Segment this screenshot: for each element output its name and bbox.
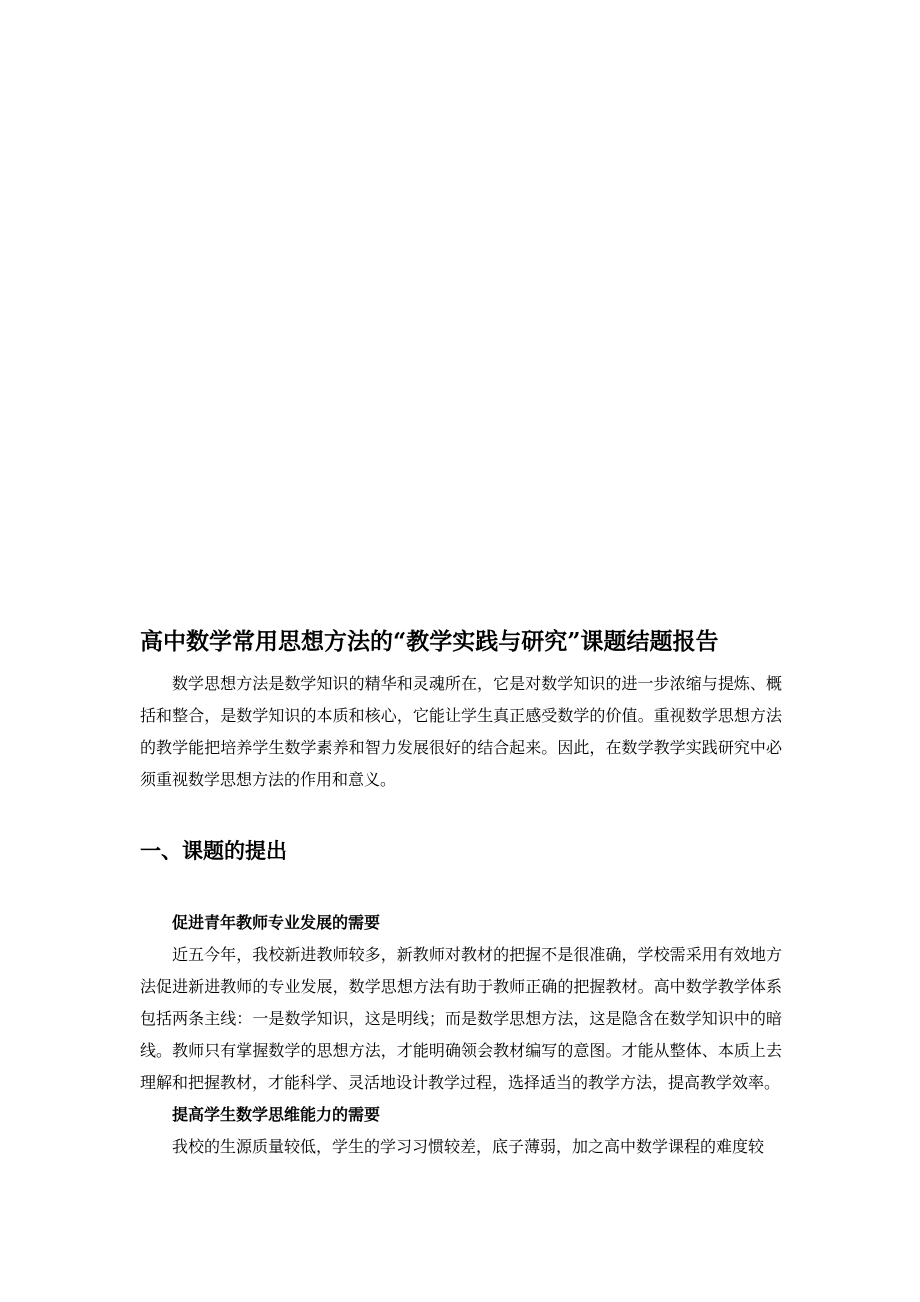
subsection-heading-teacher-development: 促进青年教师专业发展的需要 (172, 913, 381, 932)
document-title: 高中数学常用思想方法的“教学实践与研究”课题结题报告 (140, 628, 719, 655)
intro-paragraph: 数学思想方法是数学知识的精华和灵魂所在，它是对数学知识的进一步浓缩与提炼、概括和整合，是数学知识的本质和核心，它能让学生真正感受数学的价值。重视数学思想方法的教学能把培养学生数学素养和智力发展很好的结合起来。因此，在数学教学实践研究中必须重视数学思想方法的作用和意义。 (140, 674, 782, 789)
subsection-heading-student-thinking: 提高学生数学思维能力的需要 (172, 1105, 381, 1124)
subsection-paragraph-teacher-development: 近五今年，我校新进教师较多，新教师对教材的把握不是很准确，学校需采用有效地方法促进新进教师的专业发展，数学思想方法有助于教师正确的把握教材。高中数学教学体系包括两条主线：一是数学知识，这是明线；而是数学思想方法，这是隐含在数学知识中的暗线。教师只有掌握数学的思想方法，才能明确领会教材编写的意图。才能从整体、本质上去理解和把握教材，才能科学、灵活地设计教学过程，选择适当的教学方法，提高教学效率。 (140, 945, 782, 1092)
subsection-paragraph-student-thinking: 我校的生源质量较低，学生的学习习惯较差，底子薄弱，加之高中数学课程的难度较 (172, 1137, 765, 1156)
document-content (140, 624, 782, 1163)
section-heading-1: 一、课题的提出 (140, 838, 287, 863)
